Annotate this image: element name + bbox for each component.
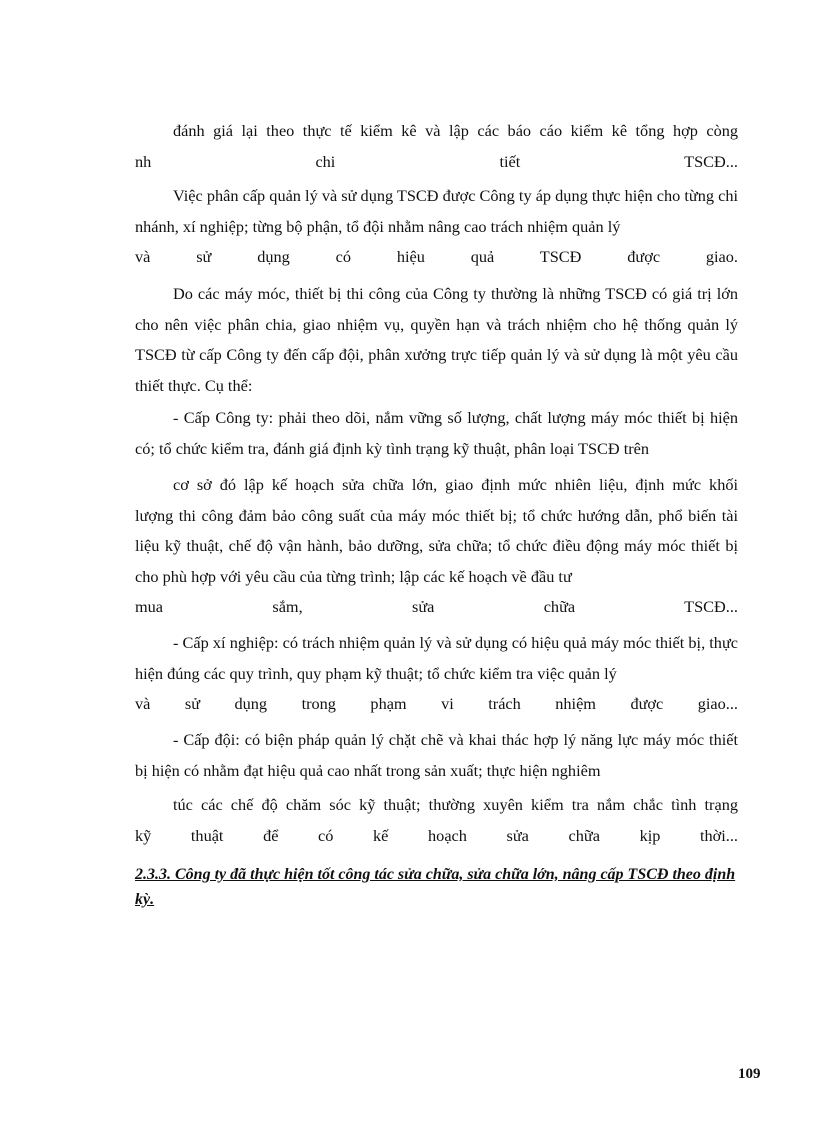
paragraph-1-line-1: đánh giá lại theo thực tế kiểm kê và lập các báo cáo kiểm kê tổng hợp còng: [173, 121, 738, 140]
paragraph-5-body: lượng thi công đảm bảo công suất của máy móc thiết bị; tổ chức hướng dẫn, phổ biến tài liệu kỹ thuật, chế độ vận hành, bảo dưỡng, sửa chữa; tổ chức điều động máy móc thiết bị cho phù hợp với yêu cầu của từng trình; lập các kế hoạch về đầu tư: [135, 505, 738, 586]
paragraph-6-last-line: và sử dụng trong phạm vi trách nhiệm được giao...: [135, 694, 738, 713]
paragraph-2-body: Việc phân cấp quản lý và sử dụng TSCĐ được Công ty áp dụng thực hiện cho từng chi nhánh, xí nghiệp; từng bộ phận, tổ đội nhằm nâng cao trách nhiệm quản lý: [135, 186, 738, 236]
paragraph-5-last-line: mua sắm, sửa chữa TSCĐ...: [135, 597, 738, 616]
paragraph-8-last-line: kỹ thuật để có kế hoạch sửa chữa kịp thời...: [135, 825, 738, 845]
paragraph-8-first-line: túc các chế độ chăm sóc kỹ thuật; thường xuyên kiểm tra nắm chắc tình trạng: [173, 795, 738, 814]
paragraph-7: [135, 725, 738, 786]
paragraph-3-body: Do các máy móc, thiết bị thi công của Công ty thường là những TSCĐ có giá trị lớn cho nên việc phân chia, giao nhiệm vụ, quyền hạn và trách nhiệm cho hệ thống quản lý TSCĐ từ cấp Công ty đến cấp đội, phân xưởng trực tiếp quản lý và sử dụng là một yêu cầu thiết thực. Cụ thể:: [135, 284, 738, 395]
paragraph-5-first-line: cơ sở đó lập kế hoạch sửa chữa lớn, giao định mức nhiên liệu, định mức khối: [173, 475, 738, 494]
paragraph-4-body: - Cấp Công ty: phải theo dõi, nắm vững số lượng, chất lượng máy móc thiết bị hiện có; tổ chức kiểm tra, đánh giá định kỳ tình trạng kỹ thuật, phân loại TSCĐ trên: [135, 408, 738, 458]
paragraph-6-body: - Cấp xí nghiệp: có trách nhiệm quản lý và sử dụng có hiệu quả máy móc thiết bị, thực hiện đúng các quy trình, quy phạm kỹ thuật; tổ chức kiểm tra việc quản lý: [135, 633, 738, 683]
paragraph-2-last-line: và sử dụng có hiệu quả TSCĐ được giao.: [135, 247, 738, 266]
page-number: 109: [738, 1066, 761, 1082]
paragraph-7-body: - Cấp đội: có biện pháp quản lý chặt chẽ và khai thác hợp lý năng lực máy móc thiết bị hiện có nhằm đạt hiệu quả cao nhất trong sản xuất; thực hiện nghiêm: [135, 730, 738, 780]
paragraph-5: [135, 470, 738, 623]
paragraph-1: [135, 116, 738, 177]
section-heading: 2.3.3. Công ty đã thực hiện tốt công tác sửa chữa, sửa chữa lớn, nâng cấp TSCĐ theo định kỳ.: [135, 866, 736, 908]
paragraph-8: [135, 790, 738, 851]
paragraph-4: [135, 403, 738, 464]
paragraph-1-line-2: nh chi tiết TSCĐ...: [135, 151, 738, 171]
paragraph-2: [135, 181, 738, 273]
paragraph-3: [135, 279, 738, 401]
paragraph-6: [135, 628, 738, 720]
